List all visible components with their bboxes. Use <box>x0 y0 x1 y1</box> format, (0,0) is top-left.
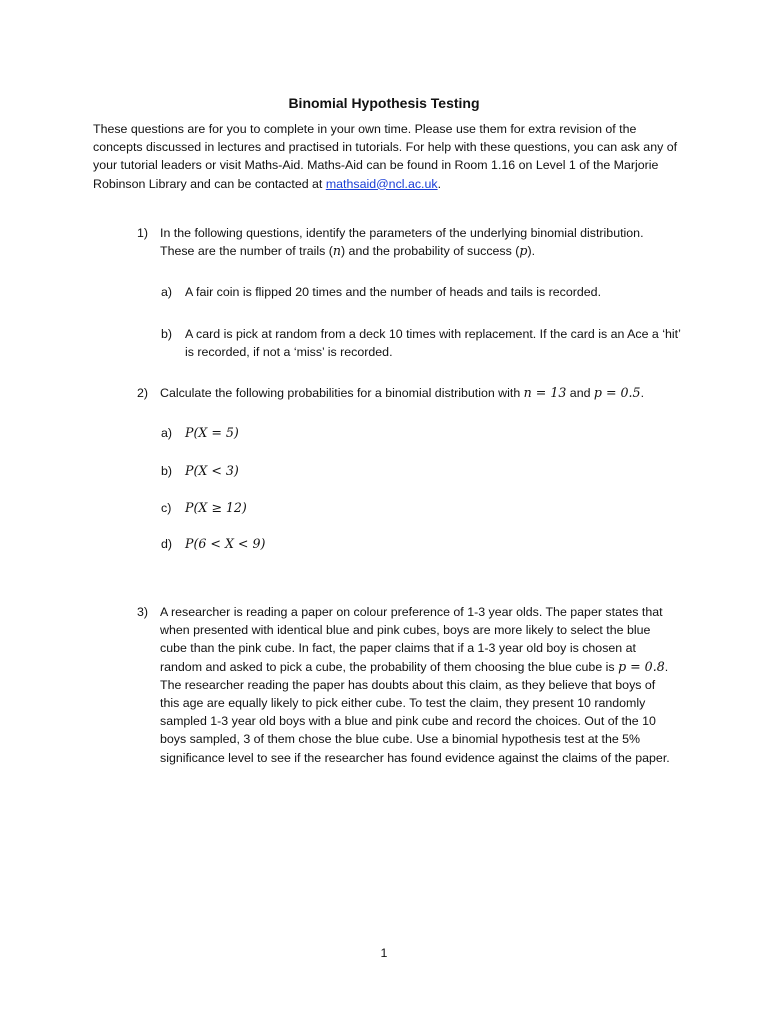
part-expression: P(X < 3) <box>185 463 239 478</box>
question-2-part-b <box>161 462 461 480</box>
question-2-part-d <box>161 535 461 553</box>
question-1-part-b <box>161 325 681 361</box>
question-number: 2) <box>137 386 149 400</box>
intro-text: These questions are for you to complete in your own time. Please use them for extra revision of the concepts discussed in lectures and practised in tutorials. For help with these questions, you can ask any of your tutorial leaders or visit Maths-Aid. Maths-Aid can be found in Room 1.16 on Level 1 of the Marjorie Robinson Library and can be contacted at <box>93 122 678 191</box>
page-number: 1 <box>380 946 388 960</box>
part-label: a) <box>161 426 173 440</box>
part-label: b) <box>161 464 173 478</box>
part-label: b) <box>161 327 173 341</box>
part-expression: P(X ≥ 12) <box>185 500 247 515</box>
intro-end: . <box>437 176 442 191</box>
part-label: d) <box>161 537 173 551</box>
part-text: A fair coin is flipped 20 times and the number of heads and tails is recorded. <box>185 285 602 299</box>
question-text: Calculate the following probabilities for a binomial distribution with n = 13 and p = 0.5. <box>160 385 645 400</box>
part-text: A card is pick at random from a deck 10 times with replacement. If the card is an Ace a ‘hit’ is recorded, if not a ‘miss’ is recorded. <box>185 327 681 360</box>
question-3 <box>137 603 677 767</box>
intro-paragraph <box>93 120 683 193</box>
question-2 <box>137 384 697 402</box>
question-text: In the following questions, identify the parameters of the underlying binomial distribution. These are the number of trails (n) and the probability of success (p). <box>160 226 644 259</box>
part-label: a) <box>161 285 173 299</box>
question-1-part-a <box>161 283 681 301</box>
question-2-part-c <box>161 499 461 517</box>
question-text: A researcher is reading a paper on colour preference of 1-3 year olds. The paper states that when presented with identical blue and pink cubes, boys are more likely to select the blue cube than the pink cube. In fact, the paper claims that if a 1-3 year old boy is chosen at random and asked to pick a cube, the probability of them choosing the blue cube is p = 0.8. The researcher reading the paper has doubts about this claim, as they believe that boys of this age are equally likely to pick either cube. To test the claim, they present 10 randomly sampled 1-3 year old boys with a blue and pink cube and record the choices. Out of the 10 boys sampled, 3 of them chose the blue cube. Use a binomial hypothesis test at the 5% significance level to see if the researcher has found evidence against the claims of the paper. <box>160 605 670 765</box>
question-number: 1) <box>137 226 149 240</box>
part-expression: P(X = 5) <box>185 425 239 440</box>
document-title: Binomial Hypothesis Testing <box>288 95 480 111</box>
email-link[interactable]: mathsaid@ncl.ac.uk <box>325 176 438 191</box>
part-label: c) <box>161 501 172 515</box>
question-2-part-a <box>161 424 461 442</box>
part-expression: P(6 < X < 9) <box>185 536 266 551</box>
question-1 <box>137 224 677 260</box>
question-number: 3) <box>137 605 149 619</box>
